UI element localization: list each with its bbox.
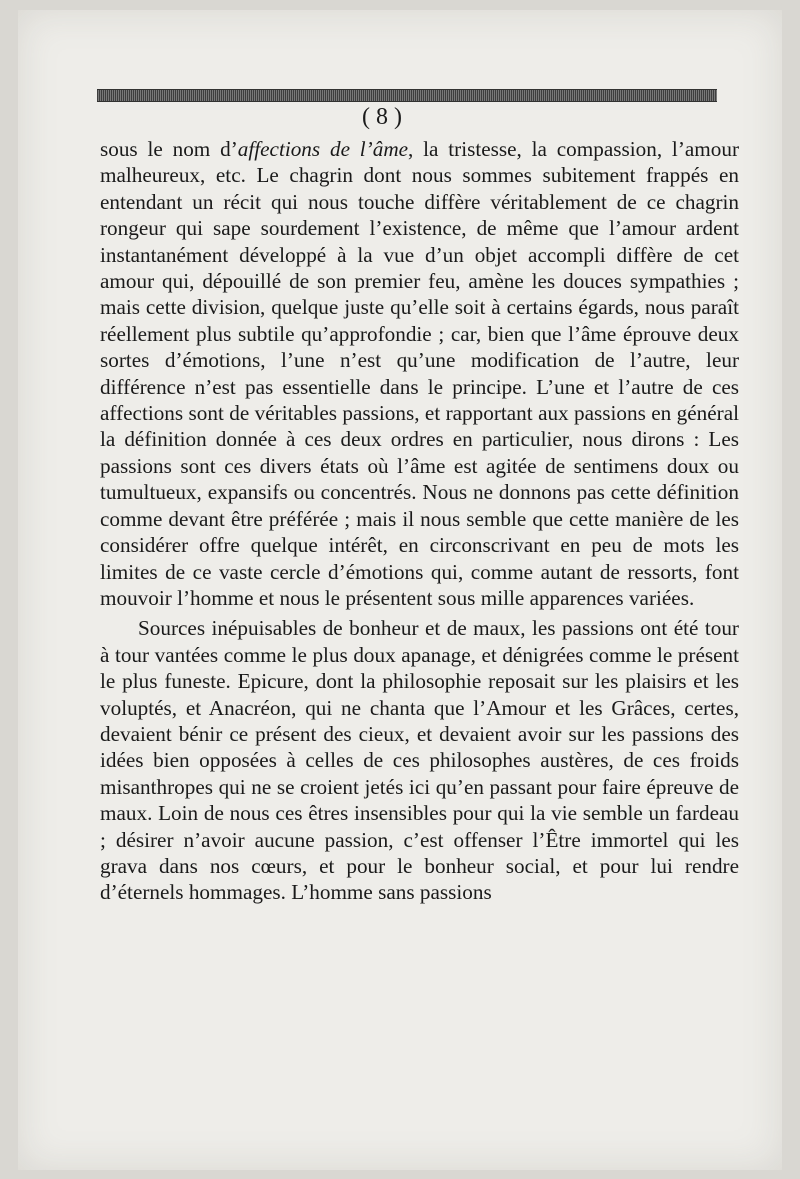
paragraph-1 <box>100 136 739 611</box>
italic-term: affections de l’âme <box>237 137 409 161</box>
paragraph-1-rest: , la tristesse, la compassion, l’amour malheureux, etc. Le chagrin dont nous sommes subitement frappés en entendant un récit qui nous touche diffère véritablement de ce chagrin rongeur qui sape sourdement l’existence, de même que l’amour ardent instantanément développé à la vue d’un objet accompli diffère de cet amour qui, dépouillé de son premier feu, amène les douces sympathies ; mais cette division, quelque juste qu’elle soit à certains égards, nous paraît réellement plus subtile qu’approfondie ; car, bien que l’âme éprouve deux sortes d’émotions, l’une n’est qu’une modification de l’autre, leur différence n’est pas essentielle dans le principe. L’une et l’autre de ces affections sont de véritables passions, et rapportant aux passions en général la définition donnée à ces deux ordres en particulier, nous dirons : Les passions sont ces divers états où l’âme est agitée de sentimens doux ou tumultueux, expansifs ou concentrés. Nous ne donnons pas cette définition comme devant être préférée ; mais il nous semble que cette manière de les considérer offre quelque intérêt, en circonscrivant en peu de mots les limites de ce vaste cercle d’émotions qui, comme autant de ressorts, font mouvoir l’homme et nous le présentent sous mille apparences variées. <box>100 137 740 610</box>
page-body <box>100 136 739 906</box>
header-rule <box>97 89 717 102</box>
paragraph-2: Sources inépuisables de bonheur et de maux, les passions ont été tour à tour vantées comme le plus doux apanage, et dénigrées comme le présent le plus funeste. Epicure, dont la philosophie reposait sur les plaisirs et les voluptés, et Anacréon, qui ne chanta que l’Amour et les Grâces, certes, devaient bénir ce présent des cieux, et devaient avoir sur les passions des idées bien opposées à celles de ces philosophes austères, de ces froids misanthropes qui ne se croient jetés ici qu’en passant pour faire épreuve de maux. Loin de nous ces êtres insensibles pour qui la vie semble un fardeau ; désirer n’avoir aucune passion, c’est offenser l’Être immortel qui les grava dans nos cœurs, et pour le bonheur social, et pour lui rendre d’éternels hommages. L’homme sans passions <box>100 616 739 905</box>
paragraph-1-start: sous le nom d’ <box>100 137 238 161</box>
page-number: ( 8 ) <box>362 104 402 130</box>
